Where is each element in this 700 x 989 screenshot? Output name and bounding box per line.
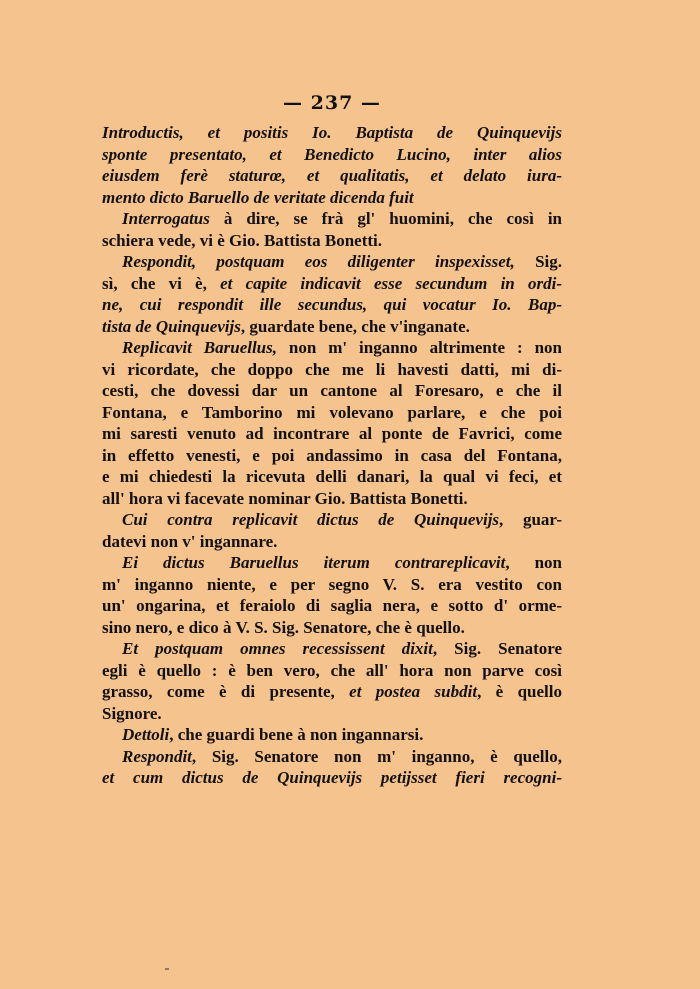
roman-text: , guardate bene, che v'inganate. bbox=[240, 316, 470, 336]
text-line bbox=[102, 380, 562, 402]
roman-text: , che guardi bene à non ingannarsi. bbox=[169, 725, 424, 744]
text-line bbox=[102, 251, 562, 273]
italic-text: Introductis, et positis Io. Baptista de Quinquevijs bbox=[102, 123, 562, 142]
margin-mark bbox=[165, 968, 169, 970]
roman-text: m' inganno niente, e per segno V. S. era vestito con bbox=[102, 574, 562, 594]
text-line bbox=[102, 122, 562, 144]
text-line bbox=[102, 724, 562, 746]
text-line bbox=[102, 402, 562, 424]
page-number: — 237 — bbox=[283, 92, 381, 114]
roman-text: Sig. bbox=[514, 252, 562, 271]
text-line bbox=[102, 488, 562, 510]
text-line bbox=[102, 359, 562, 381]
roman-text: , è quello bbox=[477, 682, 562, 701]
italic-text: mento dicto Baruello de veritate dicenda fuit bbox=[102, 187, 414, 207]
text-line bbox=[102, 746, 562, 768]
body-text bbox=[102, 122, 562, 789]
italic-text: et capite indicavit esse secundum in ordi- bbox=[220, 273, 562, 293]
text-line bbox=[102, 144, 562, 166]
text-line bbox=[102, 595, 562, 617]
text-line bbox=[102, 767, 562, 789]
roman-text: à dire, se frà gl' huomini, che così in bbox=[209, 209, 562, 228]
italic-text: ne, cui respondit ille secundus, qui vocatur Io. Bap- bbox=[102, 295, 562, 314]
text-line bbox=[102, 681, 562, 703]
text-line bbox=[102, 423, 562, 445]
text-line bbox=[102, 509, 562, 531]
italic-text: tista de Quinquevijs bbox=[102, 316, 241, 336]
roman-text: , Sig. Senatore non m' inganno, è quello, bbox=[191, 746, 562, 766]
roman-text: schiera vede, vi è Gio. Battista Bonetti. bbox=[102, 230, 382, 250]
text-line bbox=[102, 208, 562, 230]
text-line bbox=[102, 617, 562, 639]
italic-text: sponte presentato, et Benedicto Lucino, inter alios bbox=[102, 144, 562, 164]
italic-text: Interrogatus bbox=[122, 209, 210, 228]
roman-text: Signore. bbox=[102, 703, 162, 723]
italic-text: eiusdem ferè staturœ, et qualitatis, et delato iura- bbox=[102, 166, 562, 185]
roman-text: non m' inganno altrimente : non bbox=[277, 338, 562, 357]
text-line bbox=[102, 316, 562, 338]
text-line bbox=[102, 638, 562, 660]
text-line bbox=[102, 445, 562, 467]
italic-text: Respondit, postquam eos diligenter inspexisset, bbox=[122, 252, 515, 271]
text-line bbox=[102, 574, 562, 596]
roman-text: egli è quello : è ben vero, che all' hora non parve così bbox=[102, 660, 562, 680]
roman-text: in effetto venesti, e poi andassimo in casa del Fontana, bbox=[102, 445, 562, 465]
roman-text: un' ongarina, et feraiolo di saglia nera, e sotto d' orme- bbox=[102, 596, 562, 615]
roman-text: all' hora vi facevate nominar Gio. Battista Bonetti. bbox=[102, 488, 468, 508]
text-line bbox=[102, 703, 562, 725]
roman-text: sì, che vi è, bbox=[102, 273, 221, 293]
italic-text: Replicavit Baruellus, bbox=[122, 338, 278, 357]
roman-text: , non bbox=[505, 553, 562, 572]
italic-text: Cui contra replicavit dictus de Quinquevijs bbox=[122, 510, 500, 529]
roman-text: , Sig. Senatore bbox=[432, 639, 563, 658]
italic-text: Dettoli bbox=[122, 725, 170, 744]
text-line bbox=[102, 230, 562, 252]
italic-text: Et postquam omnes recessissent dixit bbox=[122, 639, 433, 658]
roman-text: cesti, che dovessi dar un cantone al Foresaro, e che il bbox=[102, 381, 562, 400]
roman-text: mi saresti venuto ad incontrare al ponte de Favrici, come bbox=[102, 424, 562, 443]
text-line bbox=[102, 187, 562, 209]
text-line bbox=[102, 273, 562, 295]
roman-text: , guar- bbox=[499, 510, 563, 529]
italic-text: et postea subdit bbox=[349, 682, 478, 701]
italic-text: Ei dictus Baruellus iterum contrareplicavit bbox=[122, 553, 506, 572]
roman-text: datevi non v' ingannare. bbox=[102, 531, 278, 551]
roman-text: e mi chiedesti la ricevuta delli danari, la qual vi feci, et bbox=[102, 467, 562, 486]
roman-text: Fontana, e Tamborino mi volevano parlare, e che poi bbox=[102, 402, 562, 422]
text-line bbox=[102, 466, 562, 488]
roman-text: vi ricordate, che doppo che me li havesti datti, mi di- bbox=[102, 359, 562, 379]
text-line bbox=[102, 165, 562, 187]
italic-text: Respondit bbox=[122, 746, 192, 766]
roman-text: sino nero, e dico à V. S. Sig. Senatore, che è quello. bbox=[102, 617, 465, 637]
text-line bbox=[102, 337, 562, 359]
text-line bbox=[102, 660, 562, 682]
text-line bbox=[102, 552, 562, 574]
text-line bbox=[102, 531, 562, 553]
text-line bbox=[102, 294, 562, 316]
roman-text: grasso, come è di presente, bbox=[102, 682, 350, 701]
italic-text: et cum dictus de Quinquevijs petijsset fieri recogni- bbox=[102, 768, 562, 787]
